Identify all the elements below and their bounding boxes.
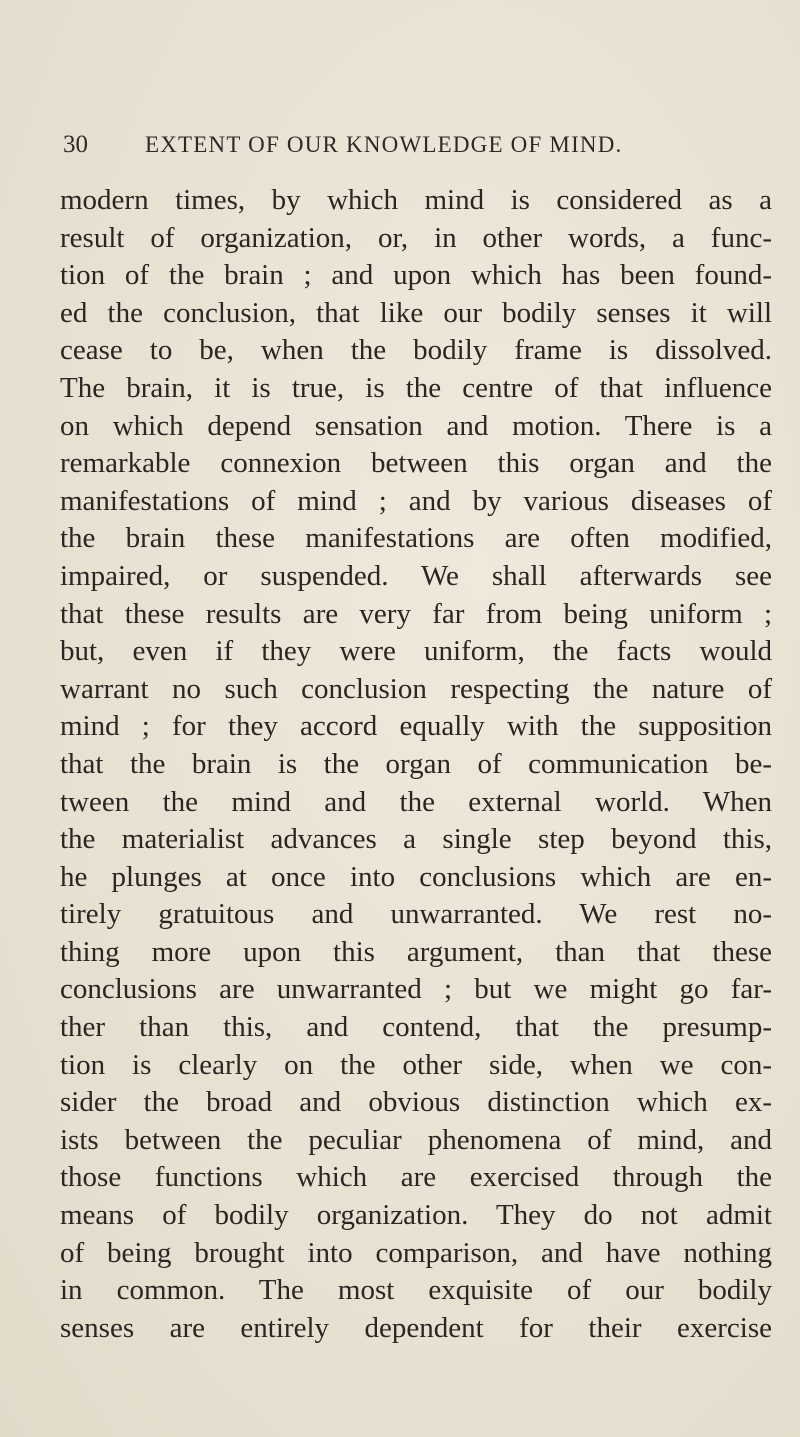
text-line: but, even if they were uniform, the facts would — [60, 635, 772, 668]
text-line: means of bodily organization. They do not admit — [60, 1199, 772, 1232]
text-line: tion is clearly on the other side, when we con- — [60, 1048, 772, 1081]
text-line: on which depend sensation and motion. There is a — [60, 409, 772, 442]
text-line: result of organization, or, in other words, a func- — [60, 221, 772, 254]
text-line: cease to be, when the bodily frame is dissolved. — [60, 334, 772, 367]
text-line: mind ; for they accord equally with the supposition — [60, 710, 772, 743]
text-line: of being brought into comparison, and have nothing — [60, 1236, 772, 1269]
text-line: tween the mind and the external world. When — [60, 785, 772, 818]
text-line: in common. The most exquisite of our bodily — [60, 1274, 772, 1307]
page-number: 30 — [63, 131, 88, 158]
text-line: those functions which are exercised through the — [60, 1161, 772, 1194]
text-line: that these results are very far from being uniform ; — [60, 597, 772, 630]
running-header — [63, 131, 763, 161]
text-line: that the brain is the organ of communication be- — [60, 747, 772, 780]
body-text — [60, 182, 772, 1344]
text-line: modern times, by which mind is considered as a — [60, 184, 772, 216]
running-title: EXTENT OF OUR KNOWLEDGE OF MIND. — [145, 132, 623, 157]
text-line: ed the conclusion, that like our bodily senses it will — [60, 296, 772, 329]
text-line: warrant no such conclusion respecting the nature of — [60, 672, 772, 705]
text-line: remarkable connexion between this organ and the — [60, 447, 772, 480]
text-line: tion of the brain ; and upon which has been found- — [60, 259, 772, 292]
text-line: impaired, or suspended. We shall afterwards see — [60, 559, 772, 592]
text-line: conclusions are unwarranted ; but we might go far- — [60, 973, 772, 1006]
text-line: The brain, it is true, is the centre of that influence — [60, 371, 772, 404]
text-line: tirely gratuitous and unwarranted. We rest no- — [60, 898, 772, 931]
text-line: the materialist advances a single step beyond this, — [60, 823, 772, 856]
text-line: senses are entirely dependent for their exercise — [60, 1311, 772, 1344]
text-line: sider the broad and obvious distinction which ex- — [60, 1086, 772, 1119]
text-line: thing more upon this argument, than that these — [60, 935, 772, 968]
text-line: ists between the peculiar phenomena of mind, and — [60, 1123, 772, 1156]
text-line: the brain these manifestations are often modified, — [60, 522, 772, 555]
text-line: he plunges at once into conclusions which are en- — [60, 860, 772, 893]
text-line: manifestations of mind ; and by various diseases of — [60, 484, 772, 517]
text-line: ther than this, and contend, that the presump- — [60, 1011, 772, 1044]
